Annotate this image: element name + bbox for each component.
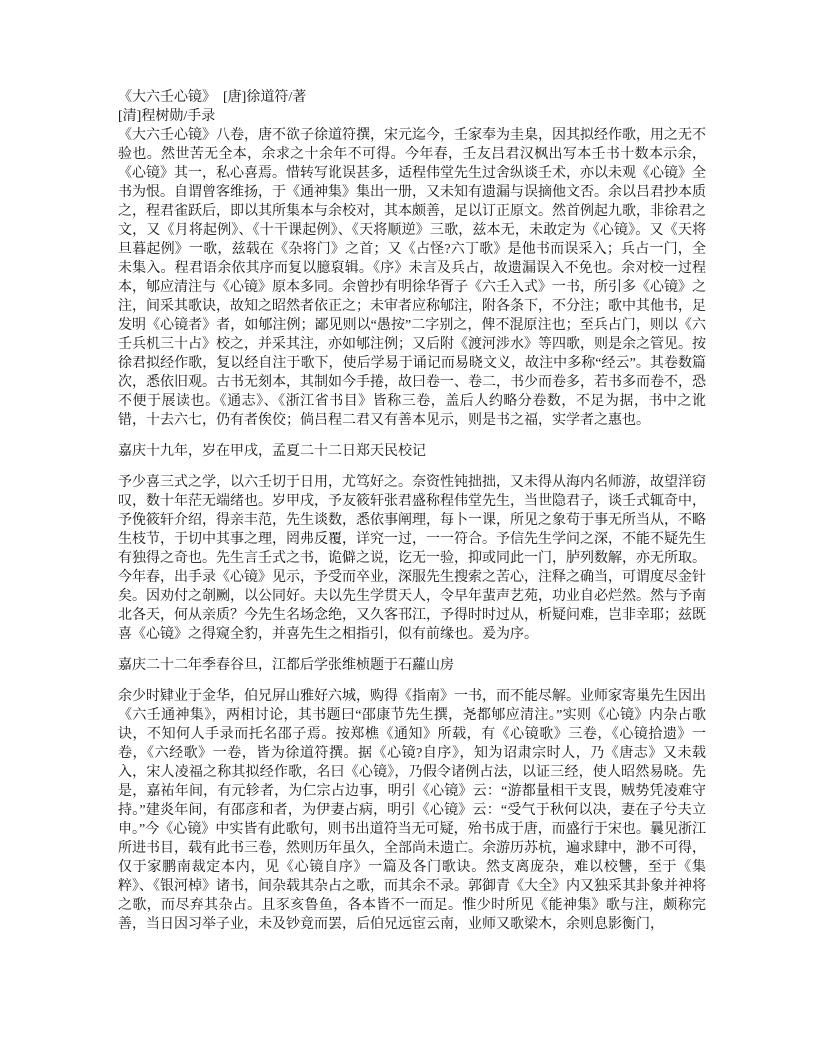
zhang-colophon-line: 嘉庆二十二年季春谷旦，江都后学张维桢题于石蘿山房 bbox=[118, 658, 454, 673]
book-title-author-line: 《大六壬心镜》 [唐]徐道符/著 bbox=[118, 90, 307, 105]
zheng-colophon-line: 嘉庆十九年，岁在甲戌，孟夏二十二日郑天民校记 bbox=[118, 444, 426, 459]
transcriber-line: [清]程树勋/手录 bbox=[118, 109, 216, 124]
zheng-preface-paragraph: 《大六壬心镜》八卷，唐不欲子徐道符撰，宋元迄今，壬家奉为圭臬，因其拟经作歌，用之无不验也。然世苦无全本，余求之十余年不可得。今年春，壬友吕君汉枫出写本壬书十数本示余，《心镜》其一，私心喜焉。惜转写讹误甚多，适程伟堂先生过舍纵谈壬术，亦以未观《心镜》全书为恨。自谓曾客维扬，于《通神集》集出一册，又未知有遗漏与误摘他文否。余以吕君抄本质之，程君雀跃后，即以其所集本与余校对，其本颇善，足以订正原文。然首例起九歌，非徐君之文，又《月将起例》、《十干课起例》、《天将顺逆》三歌，兹本无，未敢定为《心镜》。又《天将旦暮起例》一歌，兹载在《杂将门》之首；又《占怪?六丁歌》是他书而误采入；兵占一门，全未集入。程君语余依其序而复以臆裒辑。《序》未言及兵占，故遗漏误入不免也。余对校一过程本，郇应清注与《心镜》原本多同。余曾抄有明徐华胥子《六壬入式》一书，所引多《心镜》之注，间采其歌诀，故知之昭然者依正之；未审者应称郇注，附各条下，不分注；歌中其他书，足发明《心镜者》者，如郇注例；鄙见则以“愚按”二字别之，俾不混原注也；至兵占门，则以《六壬兵机三十占》校之，并采其注，亦如郇注例；又后附《渡河涉水》等四歌，则是余之管见。按徐君拟经作歌，复以经自注于歌下，使后学易于诵记而易晓文义，故注中多称“经云”。其卷数篇次，悉依旧观。古书无刻本，其制如今手捲，故曰卷一、卷二，书少而卷多，若书多而卷不，恐不便于展读也。《通志》、《浙江省书目》皆称三卷，盖后人约略分卷数，不足为据，书中之讹错，十去六七，仍有者俟佼；倘吕程二君又有善本见示，则是书之福，实学者之惠也。 bbox=[118, 128, 706, 428]
third-preface-paragraph: 余少时肄业于金华，伯兄屏山雅好六城，购得《指南》一书，而不能尽解。业师家寄巢先生因出《六壬通神集》，两相讨论，其书题曰“邵康节先生撰，尧都郇应清注。”实则《心镜》内杂占歌诀，不知何人手录而托名邵子焉。按郑樵《通知》所载，有《心镜歌》三卷，《心镜拾遗》一卷，《六经歌》一卷，皆为徐道符撰。据《心镜?自序》，知为诏肃宗时人，乃《唐志》又未载入，宋人凌福之称其拟经作歌，名曰《心镜》，乃假令诸例占法，以证三经，使人昭然易晓。先是，嘉祐年间，有元轸者，为仁宗占边事，明引《心镜》云：“游都量相干支畏，贼势凭凌难守持。”建炎年间，有邵彦和者，为伊妻占病，明引《心镜》云：“受气于秋何以决，妻在子兮夫立申。”今《心镜》中实皆有此歌句，则书出道符当无可疑，殆书成于唐，而盛行于宋也。曩见浙江所进书目，载有此书三卷，然则历年虽久，全部尚未遗亡。余游历苏杭，遍求肆中，渺不可得，仅于家鹏南裁定本内，见《心镜自序》一篇及各门歌诀。然支离庞杂，难以校讐，至于《集粹》、《银河棹》诸书，间杂载其杂占之歌，而其余不录。郭御青《大全》内又独采其卦象并神将之歌，而尽弃其杂占。且豕亥鲁鱼，各本皆不一而足。惟少时所见《能神集》歌与注，颇称完善，当日因习举子业，未及钞竟而罢，后伯兄远宦云南，业师又歌梁木，余则息影衡门， bbox=[118, 689, 706, 932]
zhang-preface-paragraph: 予少喜三式之学，以六壬切于日用，尤笃好之。奈资性钝拙拙，又未得从海内名师游，故望洋窃叹，数十年茫无端绪也。岁甲戌，予友筱轩张君盛称程伟堂先生，当世隐君子，谈壬式辄奇中，予俛筱轩介绍，得亲丰范，先生谈数，悉依事阐理，每卜一课，所见之象苟于事无所当从，不略生枝节，于切中其事之理，罔弗反覆，详究一过，一一符合。予信先生学问之深，不能不疑先生有独得之奇也。先生言壬式之书，诡僻之说，讫无一验，抑或同此一门，胪列数解，亦无所取。今年春，出手录《心镜》见示，予受而卒业，深服先生搜索之苦心，注释之确当，可谓度尽金针矣。因劝付之剞劂，以公同好。夫以先生学贯天人，令早年蜚声艺苑，功业自必烂然。然与予南北各天，何从亲质？今先生名场念绝，又久客邗江，予得时时过从，析疑问难，岂非幸耶；兹既喜《心镜》之得窥全豹，并喜先生之相指引，似有前缘也。爰为序。 bbox=[118, 475, 706, 642]
